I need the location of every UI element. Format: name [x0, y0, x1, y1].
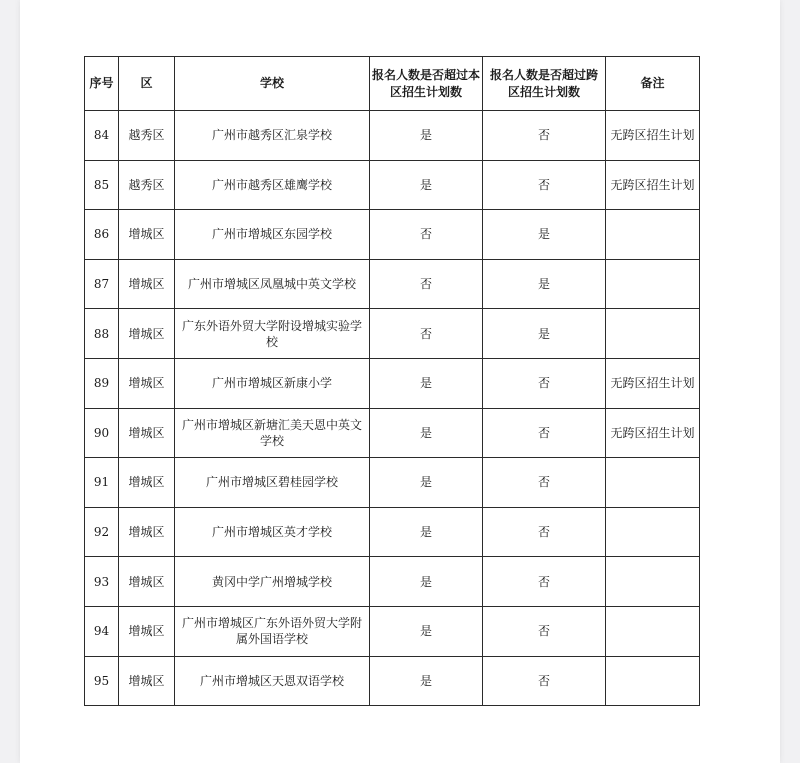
cell-remark	[606, 259, 700, 309]
cell-over-cross: 是	[483, 210, 606, 260]
cell-remark: 无跨区招生计划	[606, 160, 700, 210]
cell-remark	[606, 606, 700, 656]
table-header-row	[85, 57, 700, 111]
cell-over-local: 是	[370, 606, 483, 656]
cell-over-cross: 否	[483, 160, 606, 210]
cell-over-local: 否	[370, 210, 483, 260]
cell-district: 增城区	[119, 507, 175, 557]
cell-school: 广州市增城区英才学校	[175, 507, 370, 557]
cell-school: 广州市越秀区汇泉学校	[175, 111, 370, 161]
table-row	[85, 259, 700, 309]
cell-district: 增城区	[119, 557, 175, 607]
header-over-cross-plan: 报名人数是否超过跨区招生计划数	[483, 57, 606, 111]
cell-over-local: 是	[370, 458, 483, 508]
table-row	[85, 160, 700, 210]
cell-index: 84	[85, 111, 119, 161]
header-school: 学校	[175, 57, 370, 111]
cell-index: 88	[85, 309, 119, 359]
cell-remark: 无跨区招生计划	[606, 111, 700, 161]
cell-index: 89	[85, 358, 119, 408]
cell-over-cross: 是	[483, 309, 606, 359]
cell-over-local: 是	[370, 507, 483, 557]
cell-over-local: 否	[370, 309, 483, 359]
cell-over-cross: 否	[483, 656, 606, 706]
cell-remark	[606, 557, 700, 607]
cell-over-local: 是	[370, 408, 483, 458]
cell-school: 广州市越秀区雄鹰学校	[175, 160, 370, 210]
cell-remark: 无跨区招生计划	[606, 358, 700, 408]
cell-over-local: 否	[370, 259, 483, 309]
cell-over-local: 是	[370, 160, 483, 210]
header-over-local-plan: 报名人数是否超过本区招生计划数	[370, 57, 483, 111]
cell-remark	[606, 210, 700, 260]
cell-remark	[606, 507, 700, 557]
cell-remark	[606, 458, 700, 508]
cell-district: 增城区	[119, 309, 175, 359]
cell-school: 广州市增城区广东外语外贸大学附属外国语学校	[175, 606, 370, 656]
cell-district: 越秀区	[119, 160, 175, 210]
cell-over-local: 是	[370, 557, 483, 607]
cell-school: 广州市增城区天恩双语学校	[175, 656, 370, 706]
cell-over-cross: 否	[483, 408, 606, 458]
cell-school: 广州市增城区碧桂园学校	[175, 458, 370, 508]
cell-school: 广州市增城区新塘汇美天恩中英文学校	[175, 408, 370, 458]
table-row	[85, 210, 700, 260]
cell-district: 增城区	[119, 606, 175, 656]
table-row	[85, 408, 700, 458]
cell-over-cross: 否	[483, 606, 606, 656]
cell-district: 增城区	[119, 358, 175, 408]
cell-school: 黄冈中学广州增城学校	[175, 557, 370, 607]
cell-index: 95	[85, 656, 119, 706]
cell-index: 92	[85, 507, 119, 557]
cell-school: 广州市增城区东园学校	[175, 210, 370, 260]
table-row	[85, 557, 700, 607]
table-row	[85, 358, 700, 408]
cell-over-cross: 否	[483, 458, 606, 508]
table-row	[85, 606, 700, 656]
admissions-table	[84, 56, 700, 706]
header-remark: 备注	[606, 57, 700, 111]
cell-school: 广州市增城区凤凰城中英文学校	[175, 259, 370, 309]
cell-district: 增城区	[119, 408, 175, 458]
cell-index: 93	[85, 557, 119, 607]
cell-over-cross: 否	[483, 507, 606, 557]
cell-school: 广州市增城区新康小学	[175, 358, 370, 408]
cell-remark	[606, 309, 700, 359]
cell-over-cross: 否	[483, 358, 606, 408]
cell-remark	[606, 656, 700, 706]
table-row	[85, 656, 700, 706]
cell-index: 85	[85, 160, 119, 210]
table-row	[85, 507, 700, 557]
table-row	[85, 458, 700, 508]
cell-over-cross: 否	[483, 111, 606, 161]
cell-over-cross: 是	[483, 259, 606, 309]
cell-district: 增城区	[119, 259, 175, 309]
cell-district: 增城区	[119, 458, 175, 508]
cell-over-local: 是	[370, 358, 483, 408]
cell-index: 91	[85, 458, 119, 508]
table-row	[85, 309, 700, 359]
cell-school: 广东外语外贸大学附设增城实验学校	[175, 309, 370, 359]
cell-over-local: 是	[370, 111, 483, 161]
table-row	[85, 111, 700, 161]
header-district: 区	[119, 57, 175, 111]
document-page	[20, 0, 780, 763]
cell-district: 增城区	[119, 656, 175, 706]
cell-district: 增城区	[119, 210, 175, 260]
cell-index: 87	[85, 259, 119, 309]
cell-index: 86	[85, 210, 119, 260]
cell-index: 94	[85, 606, 119, 656]
cell-district: 越秀区	[119, 111, 175, 161]
header-index: 序号	[85, 57, 119, 111]
cell-index: 90	[85, 408, 119, 458]
cell-over-local: 是	[370, 656, 483, 706]
cell-over-cross: 否	[483, 557, 606, 607]
cell-remark: 无跨区招生计划	[606, 408, 700, 458]
